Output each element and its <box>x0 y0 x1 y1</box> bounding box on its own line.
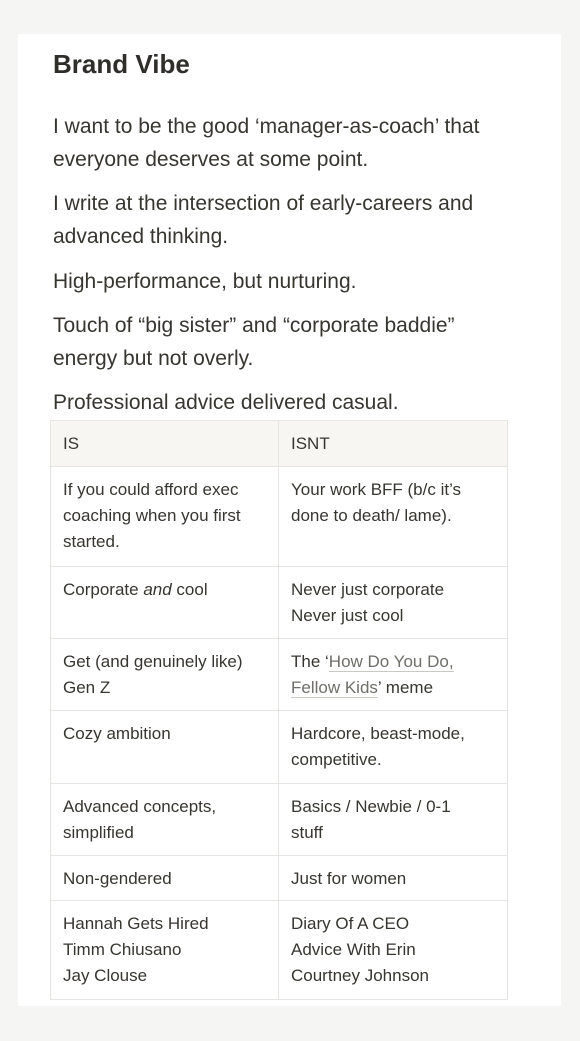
table-row <box>51 856 508 901</box>
cell-line <box>63 577 266 603</box>
cell-text-italic: and <box>143 580 172 599</box>
cell-line: Jay Clouse <box>63 966 148 985</box>
cell-line: Gen Z <box>63 678 111 697</box>
cell-line: Hardcore, beast-mode, <box>291 724 465 743</box>
cell-line: done to death/ lame). <box>291 506 452 525</box>
table-row <box>51 567 508 639</box>
paragraph-high-performance <box>53 265 523 298</box>
brand-vibe-table <box>50 420 508 1000</box>
table-cell-isnt <box>279 856 508 901</box>
table-cell-isnt <box>279 467 508 567</box>
paragraph-line: energy but not overly. <box>53 347 254 370</box>
table-cell-is <box>51 711 279 784</box>
cell-line: Cozy ambition <box>63 724 171 743</box>
table-row <box>51 901 508 1000</box>
cell-line: Courtney Johnson <box>291 966 429 985</box>
table-cell-isnt <box>279 567 508 639</box>
cell-line: Never just corporate <box>291 580 445 599</box>
cell-line: Advice With Erin <box>291 940 416 959</box>
cell-line: Your work BFF (b/c it’s <box>291 480 462 499</box>
page-title: Brand Vibe <box>53 49 190 79</box>
column-header-isnt: ISNT <box>279 421 508 467</box>
table-row <box>51 784 508 856</box>
paragraph-professional-advice <box>53 386 523 419</box>
table-header-row <box>51 421 508 467</box>
paragraph-manager-coach <box>53 110 523 176</box>
paragraph-line: High-performance, but nurturing. <box>53 270 357 293</box>
cell-line: Advanced concepts, <box>63 797 217 816</box>
cell-line: stuff <box>291 823 323 842</box>
cell-line: Get (and genuinely like) <box>63 652 243 671</box>
cell-text: cool <box>171 580 208 599</box>
table-cell-isnt <box>279 784 508 856</box>
cell-line: simplified <box>63 823 134 842</box>
cell-text: The ‘ <box>291 652 329 671</box>
cell-line: Timm Chiusano <box>63 940 182 959</box>
cell-line: competitive. <box>291 750 382 769</box>
table-cell-is <box>51 901 279 1000</box>
paragraph-intersection <box>53 187 523 253</box>
meme-link[interactable]: Fellow Kids <box>291 678 378 697</box>
column-header-is: IS <box>51 421 279 467</box>
paragraph-line: everyone deserves at some point. <box>53 148 369 171</box>
cell-line <box>291 675 495 701</box>
cell-line: Just for women <box>291 869 407 888</box>
table-cell-is <box>51 467 279 567</box>
paragraph-big-sister <box>53 309 523 375</box>
cell-line: coaching when you first <box>63 506 241 525</box>
table-cell-isnt <box>279 901 508 1000</box>
table-cell-is <box>51 639 279 711</box>
table-cell-isnt <box>279 639 508 711</box>
meme-link[interactable]: How Do You Do, <box>328 652 454 671</box>
table-row <box>51 467 508 567</box>
cell-line: Diary Of A CEO <box>291 914 410 933</box>
cell-line: started. <box>63 532 120 551</box>
paragraph-line: I want to be the good ‘manager-as-coach’ that <box>53 115 480 138</box>
table-cell-is <box>51 567 279 639</box>
table-cell-is <box>51 856 279 901</box>
paragraph-line: advanced thinking. <box>53 225 229 248</box>
cell-line: Hannah Gets Hired <box>63 914 209 933</box>
cell-line: Basics / Newbie / 0-1 <box>291 797 451 816</box>
table-cell-is <box>51 784 279 856</box>
paragraph-line: Touch of “big sister” and “corporate baddie” <box>53 314 455 337</box>
table-row <box>51 639 508 711</box>
cell-line <box>291 649 495 675</box>
table-row <box>51 711 508 784</box>
table-cell-isnt <box>279 711 508 784</box>
document-card <box>18 34 561 1006</box>
cell-text: ’ meme <box>377 678 434 697</box>
cell-line: Never just cool <box>291 606 404 625</box>
cell-line: Non-gendered <box>63 869 172 888</box>
paragraph-line: Professional advice delivered casual. <box>53 391 399 414</box>
cell-line: If you could afford exec <box>63 480 239 499</box>
cell-text: Corporate <box>63 580 144 599</box>
paragraph-line: I write at the intersection of early-careers and <box>53 192 474 215</box>
